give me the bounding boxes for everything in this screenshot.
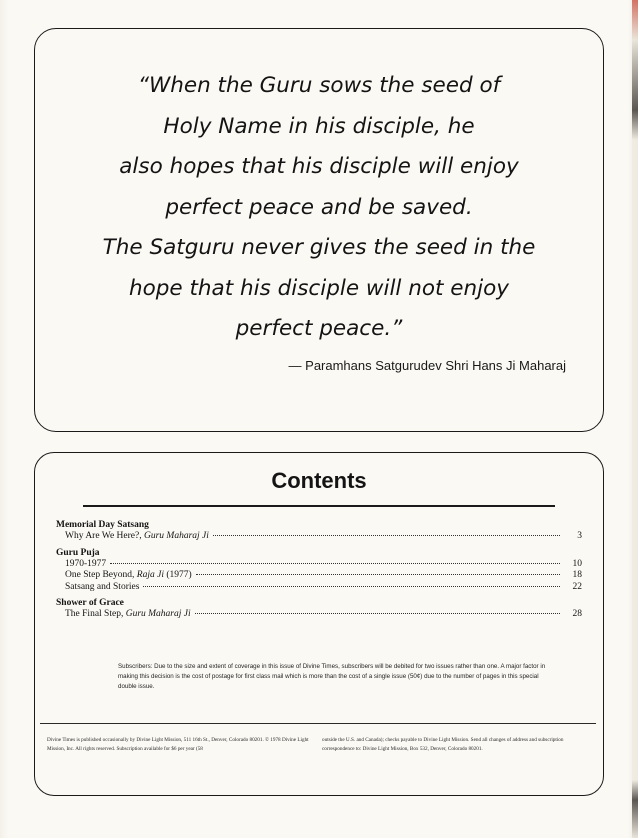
toc-page-number: 28	[572, 609, 582, 619]
footer-divider	[40, 723, 596, 724]
publisher-info: Divine Times is published occasionally by Divine Light Mission, 511 16th St., Denver, Colorado 80201. © 1978 Divine Light Mission, Inc. All rights reserved. Subscription available for $6 per year (58	[47, 737, 309, 752]
quote-line: The Satguru never gives the seed in the	[102, 235, 536, 260]
quote-attribution: — Paramhans Satgurudev Shri Hans Ji Maharaj	[288, 358, 566, 373]
quote-line: “When the Guru sows the seed of	[137, 73, 501, 98]
quote-line: perfect peace and be saved.	[165, 194, 473, 220]
toc-section-heading: Guru Puja	[56, 547, 100, 558]
subscription-info: outside the U.S. and Canada); checks payable to Divine Light Mission. Send all changes of address and subscription correspondence to: Divine Light Mission, Box 532, Denver, Colorado 80201.	[322, 737, 564, 752]
toc-section	[56, 548, 582, 594]
toc-page-number: 3	[577, 531, 582, 541]
toc-section-heading: Memorial Day Satsang	[56, 520, 149, 530]
toc-entry-label: Satsang and Stories	[65, 581, 140, 592]
toc-page-number: 18	[572, 570, 582, 580]
toc-entry-label: The Final Step, Guru Maharaj Ji	[65, 609, 191, 619]
toc-entry[interactable]	[56, 582, 582, 594]
toc-section	[56, 598, 582, 621]
toc-leader-dots	[110, 563, 560, 564]
table-of-contents	[56, 520, 582, 626]
toc-page-number: 10	[572, 558, 582, 569]
quote-text	[0, 66, 638, 350]
quote-line: also hopes that his disciple will enjoy	[119, 154, 519, 179]
toc-entry[interactable]	[56, 531, 582, 543]
toc-entry[interactable]	[56, 570, 582, 582]
toc-entry-label: Why Are We Here?, Guru Maharaj Ji	[65, 531, 209, 541]
toc-entry[interactable]	[56, 559, 582, 571]
toc-leader-dots	[195, 613, 560, 614]
subscribers-note: Subscribers: Due to the size and extent of coverage in this issue of Divine Times, subscribers will be debited for two issues rather than one. A major factor in making this decision is the cost of postage for first class mail which is more than the cost of a single issue (50¢) due to the number of pages in this special double issue.	[118, 663, 546, 690]
toc-entry-label: 1970-1977	[65, 558, 107, 569]
toc-leader-dots	[143, 586, 560, 587]
toc-page-number: 22	[572, 581, 582, 592]
quote-line: Holy Name in his disciple, he	[163, 113, 475, 139]
toc-section-heading: Shower of Grace	[56, 598, 124, 608]
toc-leader-dots	[213, 535, 560, 536]
quote-line: perfect peace.”	[235, 316, 403, 341]
toc-entry-label: One Step Beyond, Raja Ji (1977)	[65, 570, 192, 580]
quote-line: hope that his disciple will not enjoy	[128, 275, 509, 301]
contents-title: Contents	[271, 468, 367, 493]
toc-entry[interactable]	[56, 609, 582, 621]
title-divider	[83, 505, 555, 507]
toc-section	[56, 520, 582, 543]
toc-leader-dots	[196, 574, 560, 575]
